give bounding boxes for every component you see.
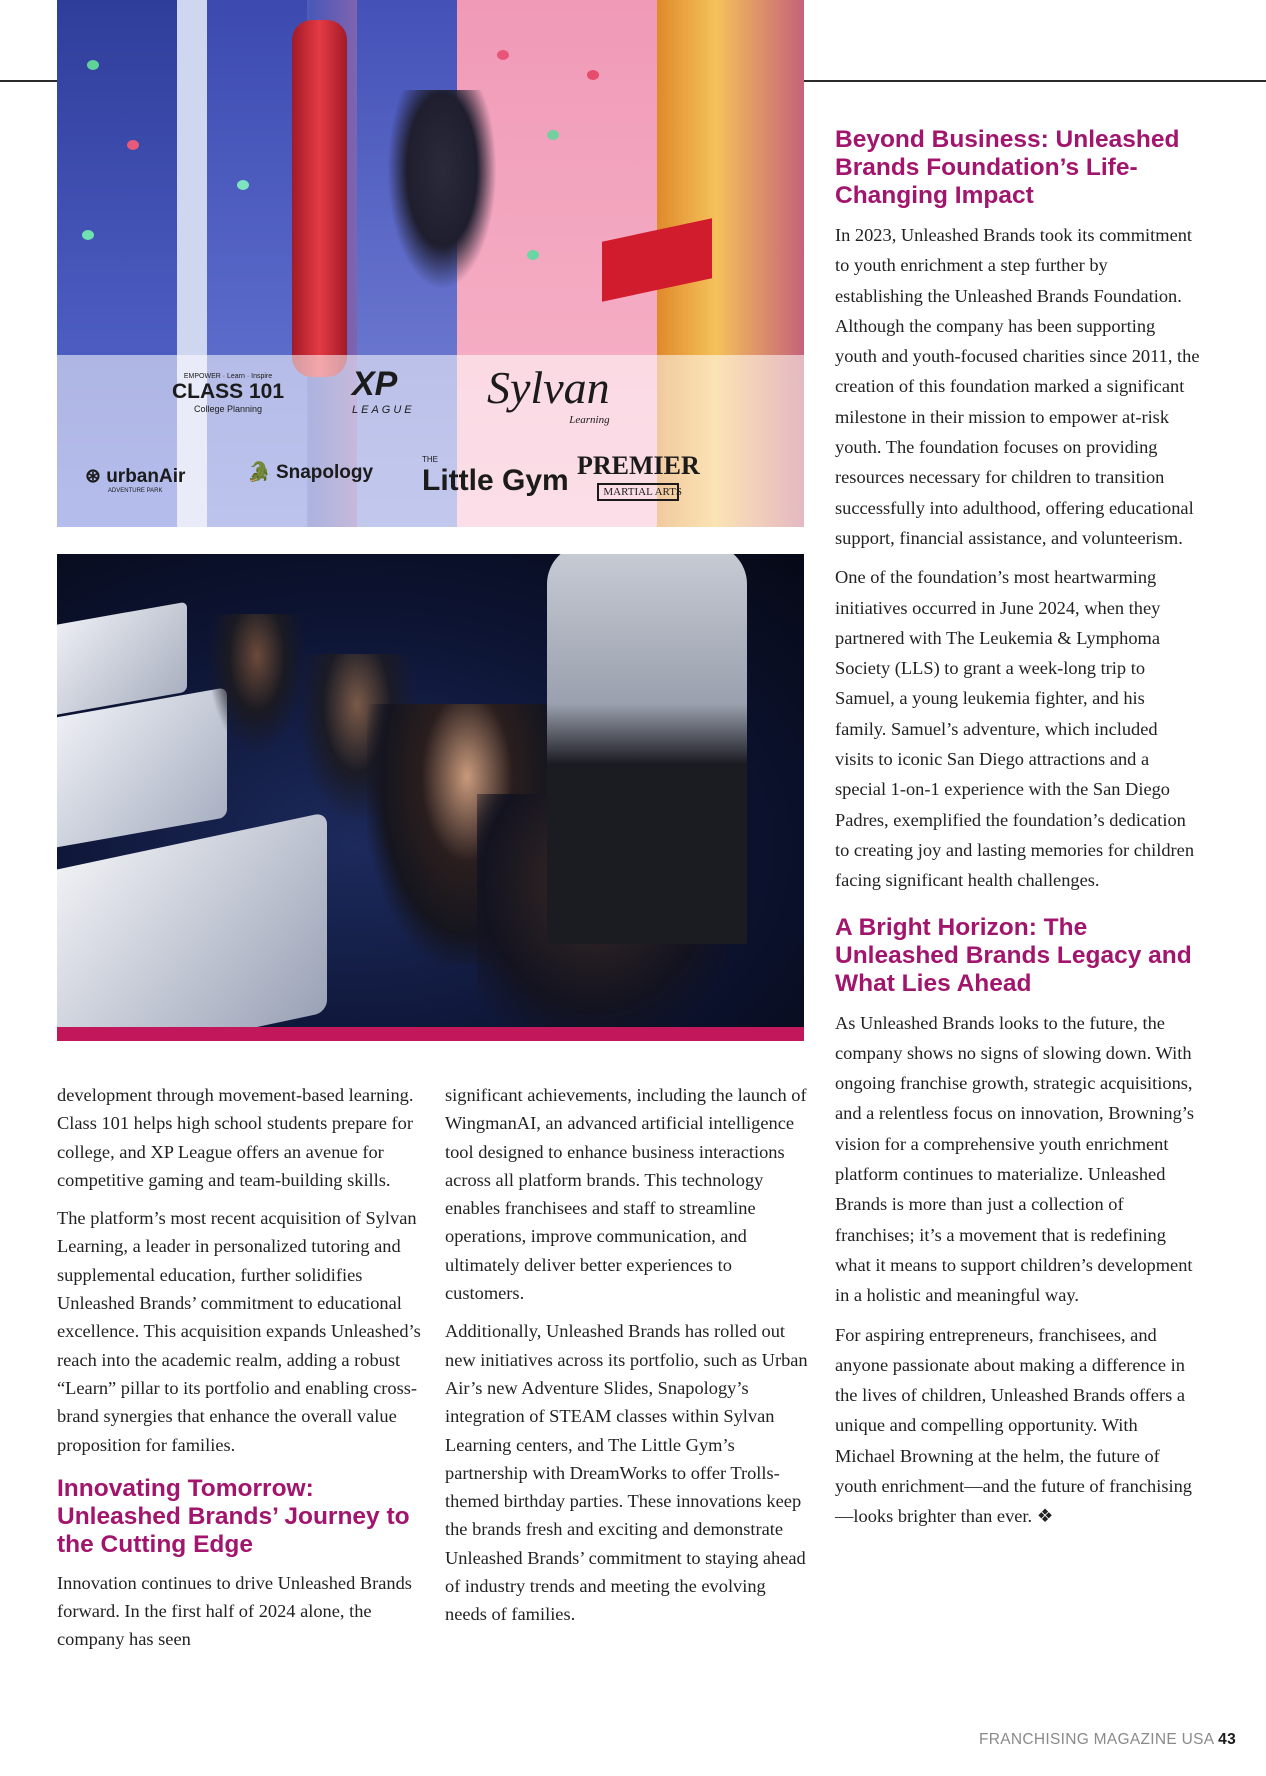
section-heading: Beyond Business: Unleashed Brands Foundation’s Life-Changing Impact bbox=[835, 126, 1180, 209]
climbing-hold bbox=[237, 180, 249, 190]
paragraph: Additionally, Unleashed Brands has rolled out new initiatives across its portfolio, such as Urban Air’s new Adventure Slides, Snapology’s integration of STEAM classes within Sylvan Learning centers, and The Little Gym’s partnership with DreamWorks to offer Trolls-themed birthday parties. These innovations keep the brands fresh and exciting and demonstrate Unleashed Brands’ commitment to staying ahead of industry trends and meeting the evolving needs of families. bbox=[445, 1321, 808, 1625]
sylvan-logo: Sylvan Learning bbox=[487, 362, 610, 426]
xp-league-logo: XP LEAGUE bbox=[352, 365, 415, 416]
paragraph: In 2023, Unleashed Brands took its commitment to youth enrichment a step further by establishing the Unleashed Brands Foundation. Although the company has been supporting youth and youth-focused charities since 2011, the creation of this foundation marked a significant milestone in their mission to empower at-risk youth. The foundation focuses on providing resources necessary for children to transition successfully into adulthood, offering educational support, financial assistance, and volunteerism. bbox=[835, 225, 1200, 548]
esports-gaming-photo bbox=[57, 554, 804, 1041]
photo-accent-bar bbox=[57, 1027, 804, 1041]
climbing-wall-photo bbox=[57, 0, 804, 527]
snapology-logo: 🐊 Snapology bbox=[247, 462, 374, 483]
gamer-player bbox=[207, 614, 307, 754]
class101-logo: EMPOWER · Learn · Inspire CLASS 101 College Planning bbox=[172, 373, 285, 414]
paragraph: One of the foundation’s most heartwarming initiatives occurred in June 2024, when they partnered with The Leukemia & Lymphoma Society (LLS) to grant a week-long trip to Samuel, a young leukemia fighter, and his family. Samuel’s adventure, which included visits to iconic San Diego attractions and a special 1-on-1 experience with the San Diego Padres, exemplified the foundation’s dedication to creating joy and lasting memories for children facing significant health challenges. bbox=[835, 567, 1195, 891]
page-footer bbox=[979, 1731, 1236, 1749]
coach-standing bbox=[547, 554, 747, 944]
climber-figure bbox=[387, 90, 497, 290]
urban-air-logo: ⊛ urbanAir ADVENTURE PARK bbox=[85, 466, 186, 494]
magazine-name: FRANCHISING MAGAZINE USA bbox=[978, 1731, 1214, 1748]
snapology-gator-icon: 🐊 bbox=[247, 462, 271, 483]
section-heading: A Bright Horizon: The Unleashed Brands Legacy and What Lies Ahead bbox=[835, 913, 1192, 997]
top-rule-left bbox=[0, 80, 57, 82]
climbing-hold bbox=[547, 130, 559, 140]
premier-martial-arts-logo: PREMIER MARTIAL ARTS bbox=[577, 451, 700, 501]
punching-bag bbox=[292, 20, 347, 377]
right-column bbox=[835, 126, 1200, 1541]
paragraph: significant achievements, including the launch of WingmanAI, an advanced artificial intelligence tool designed to enhance business interactions across all platform brands. This technology enables franchisees and staff to streamline operations, improve communication, and ultimately deliver better experiences to customers. bbox=[445, 1085, 807, 1304]
climbing-hold bbox=[87, 60, 99, 70]
paragraph: The platform’s most recent acquisition of Sylvan Learning, a leader in personalized tutoring and supplemental education, further solidifies Unleashed Brands’ commitment to educational excellence. This acquisition expands Unleashed’s reach into the academic realm, adding a robust “Learn” pillar to its portfolio and enabling cross-brand synergies that enhance the overall value proposition for families. bbox=[57, 1208, 421, 1455]
section-heading: Innovating Tomorrow: Unleashed Brands’ Journey to the Cutting Edge bbox=[57, 1474, 410, 1558]
top-rule-right bbox=[804, 80, 1266, 82]
monitor-back bbox=[57, 812, 327, 1041]
paragraph-text: For aspiring entrepreneurs, franchisees, and anyone passionate about making a difference in the lives of children, Unleashed Brands offers a unique and compelling opportunity. With Michael Browning at the helm, the future of youth enrichment—and the future of franchising—looks brighter than ever. bbox=[835, 1324, 1192, 1527]
urban-air-swirl-icon: ⊛ bbox=[85, 466, 101, 487]
climbing-hold bbox=[82, 230, 94, 240]
little-gym-logo: THE Little Gym bbox=[422, 455, 569, 497]
paragraph: As Unleashed Brands looks to the future, the company shows no signs of slowing down. With ongoing franchise growth, strategic acquisitions, and a relentless focus on innovation, Browning’s vision for a comprehensive youth enrichment platform continues to materialize. Unleashed Brands is more than just a collection of franchises; it’s a movement that is redefining what it means to support children’s development in a holistic and meaningful way. bbox=[835, 1012, 1195, 1306]
page-number: 43 bbox=[1218, 1731, 1236, 1748]
left-column bbox=[57, 1081, 427, 1664]
middle-column bbox=[445, 1081, 810, 1639]
end-mark-icon: ❖ bbox=[1036, 1506, 1054, 1527]
monitor-back bbox=[57, 687, 227, 851]
paragraph: Innovation continues to drive Unleashed Brands forward. In the first half of 2024 alone, the company has seen bbox=[57, 1572, 412, 1650]
climbing-hold bbox=[587, 70, 599, 80]
brand-logo-band bbox=[57, 355, 804, 527]
paragraph: development through movement-based learning. Class 101 helps high school students prepare for college, and XP League offers an avenue for competitive gaming and team-building skills. bbox=[57, 1085, 414, 1190]
climbing-hold bbox=[127, 140, 139, 150]
climbing-hold bbox=[497, 50, 509, 60]
climbing-hold bbox=[527, 250, 539, 260]
paragraph bbox=[835, 1320, 1200, 1532]
